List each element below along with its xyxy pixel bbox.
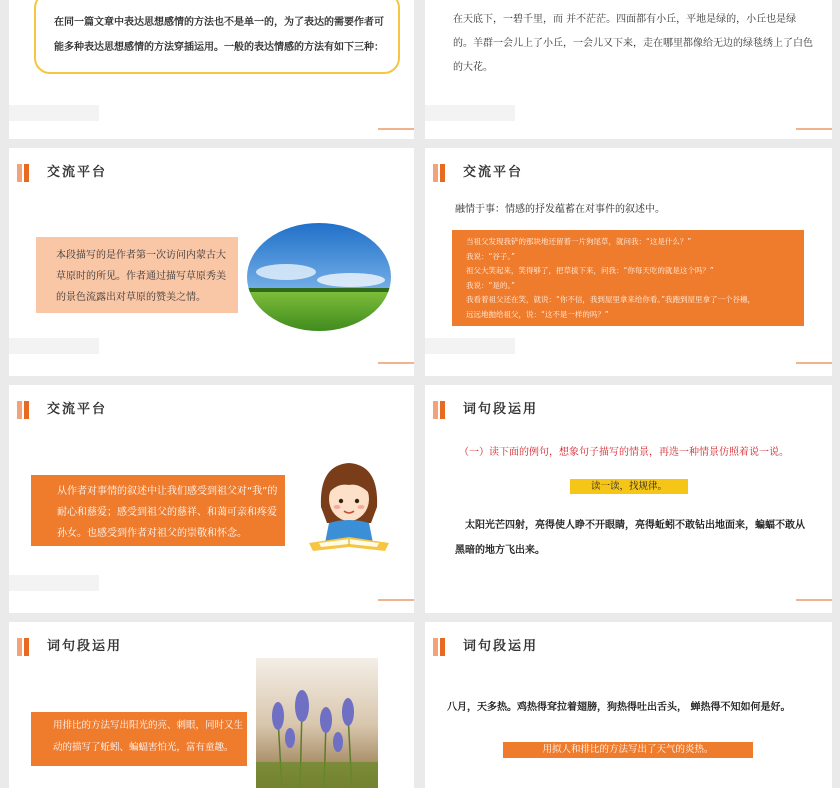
slide-title: 词句段运用 bbox=[463, 402, 539, 417]
watermark-bar bbox=[425, 105, 515, 121]
watermark-bar bbox=[425, 338, 515, 354]
header-marker-light bbox=[17, 638, 22, 656]
excerpt-line: 我看着祖父还在笑，就说：“你不信，我到屋里拿来给你看。”我跑到屋里拿了一个谷穗， bbox=[466, 295, 756, 304]
bottom-accent-line bbox=[378, 599, 414, 601]
analysis-box: 用排比的方法写出阳光的亮、刺眼，同时又生动的描写了蚯蚓、蝙蝠害怕光，富有童趣。 bbox=[31, 712, 247, 766]
summary-bar: 用拟人和排比的方法写出了天气的炎热。 bbox=[503, 742, 753, 758]
passage-text: 在天底下，一碧千里，而 并不茫茫。四面都有小丘，平地是绿的，小丘也是绿的。羊群一会儿上了小丘，一会儿又下来，走在哪里都像给无边的绿毯绣上了白色的大花。 bbox=[453, 14, 813, 73]
header-marker-dark bbox=[24, 638, 29, 656]
bottom-accent-line bbox=[796, 599, 832, 601]
excerpt-line: 当祖父发现我铲的那块地还留着一片狗尾草，就问我：“这是什么？” bbox=[466, 237, 692, 246]
flowers-image bbox=[256, 658, 378, 788]
girl-reading-illustration bbox=[301, 457, 397, 557]
header-marker-light bbox=[433, 401, 438, 419]
watermark-bar bbox=[9, 575, 99, 591]
header-marker-light bbox=[17, 401, 22, 419]
excerpt-line: 祖父大笑起来，笑得够了，把草拔下来，问我：“你每天吃的就是这个吗？” bbox=[466, 266, 714, 275]
slide-title: 词句段运用 bbox=[463, 639, 539, 654]
grassland-image bbox=[246, 222, 392, 332]
header-marker-dark bbox=[440, 638, 445, 656]
slide-title: 交流平台 bbox=[47, 165, 108, 180]
slide-title: 词句段运用 bbox=[47, 639, 123, 654]
bottom-accent-line bbox=[378, 362, 414, 364]
slide-2[interactable] bbox=[425, 0, 832, 139]
watermark-bar bbox=[9, 105, 99, 121]
slide-7[interactable] bbox=[9, 622, 414, 788]
header-marker-dark bbox=[24, 164, 29, 182]
slide-6[interactable] bbox=[425, 385, 832, 613]
analysis-box: 从作者对事情的叙述中让我们感受到祖父对“我”的耐心和慈爱；感受到祖父的慈祥、和蔼可亲和疼爱孙女。也感受到作者对祖父的崇敬和怀念。 bbox=[31, 475, 285, 546]
bottom-accent-line bbox=[796, 362, 832, 364]
slide-8[interactable] bbox=[425, 622, 832, 788]
exercise-prompt: （一）读下面的例句，想象句子描写的情景，再选一种情景仿照着说一说。 bbox=[459, 447, 789, 458]
slide-1[interactable] bbox=[9, 0, 414, 139]
analysis-box: 本段描写的是作者第一次访问内蒙古大草原时的所见。作者通过描写草原秀美的景色流露出对草原的赞美之情。 bbox=[36, 237, 238, 313]
read-label: 读一读，找规律。 bbox=[570, 479, 688, 494]
example-sentence: 太阳光芒四射，亮得使人睁不开眼睛，亮得蚯蚓不敢钻出地面来，蝙蝠不敢从黑暗的地方飞出来。 bbox=[455, 520, 805, 556]
bottom-accent-line bbox=[796, 128, 832, 130]
header-marker-dark bbox=[24, 401, 29, 419]
example-sentence: 八月，天多热。鸡热得耷拉着翅膀，狗热得吐出舌头， 蝉热得不知如何是好。 bbox=[447, 702, 791, 713]
excerpt-line: 我说：“谷子。” bbox=[466, 251, 516, 261]
slide-3[interactable] bbox=[9, 148, 414, 376]
watermark-bar bbox=[9, 338, 99, 354]
header-marker-light bbox=[17, 164, 22, 182]
slide-4[interactable] bbox=[425, 148, 832, 376]
header-marker-light bbox=[433, 164, 438, 182]
intro-callout: 在同一篇文章中表达思想感情的方法也不是单一的，为了表达的需要作者可能多种表达思想感情的方法穿插运用。一般的表达情感的方法有如下三种： bbox=[34, 0, 400, 74]
header-marker-dark bbox=[440, 164, 445, 182]
excerpt-box bbox=[452, 230, 804, 326]
bottom-accent-line bbox=[378, 128, 414, 130]
header-marker-light bbox=[433, 638, 438, 656]
slide-5[interactable] bbox=[9, 385, 414, 613]
slide-title: 交流平台 bbox=[463, 165, 524, 180]
excerpt-line: 远远地抛给祖父，说：“这不是一样的吗？” bbox=[466, 309, 609, 319]
excerpt-line: 我说：“是的。” bbox=[466, 280, 516, 290]
intro-text: 融情于事：情感的抒发蕴蓄在对事件的叙述中。 bbox=[455, 204, 665, 215]
slide-title: 交流平台 bbox=[47, 402, 108, 417]
header-marker-dark bbox=[440, 401, 445, 419]
